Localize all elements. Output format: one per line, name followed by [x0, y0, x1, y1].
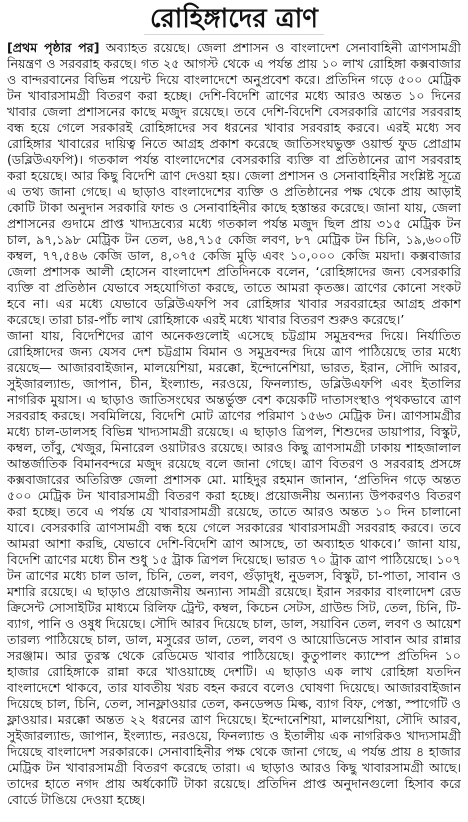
headline: রোহিঙ্গাদের ত্রাণ [144, 4, 324, 35]
paragraph-1 [7, 40, 461, 328]
continuation-lead: [প্রথম পৃষ্ঠার পর] [7, 40, 100, 55]
headline-wrap [0, 4, 468, 35]
paragraph-2: জানা যায়, বিদেশিদের ত্রাণ অনেকগুলোই এসেছে চট্টগ্রাম সমুদ্রবন্দর দিয়ে। নির্যাতিত রোহিঙ্গাদের জন্য যেসব দেশ চট্টগ্রাম বিমান ও সমুদ্রবন্দর দিয়ে ত্রাণ পাঠিয়েছে তার মধ্যে রয়েছে— আজারবাইজান, মালয়েশিয়া, মরক্কো, ইন্দোনেশিয়া, ভারত, ইরান, সৌদি আরব, সুইজারল্যান্ড, জাপান, চীন, ইংল্যান্ড, নরওয়ে, ফিনল্যান্ড, ডব্লিউএফপি এবং ইতালির নাগরিক মুয়াস। এ ছাড়াও জাতিসংঘের অন্তর্ভুক্ত বেশ কয়েকটি দাতাসংস্থাও পৃথকভাবে ত্রাণ সরবরাহ করছে। সবমিলিয়ে, বিদেশি মোট ত্রাণের পরিমাণ ১৫৬৩ মেট্রিক টন। ত্রাণসামগ্রীর মধ্যে চাল-ডালসহ বিভিন্ন খাদ্যসামগ্রী রয়েছে। এ ছাড়াও ত্রিপল, শিশুদের ডায়াপার, বিস্কুট, কম্বল, তাঁবু, খেজুর, মিনারেল ওয়াটারও রয়েছে। আরও কিছু ত্রাণসামগ্রী ঢাকায় শাহজালাল আন্তর্জাতিক বিমানবন্দরে মজুদ রয়েছে বলে জানা গেছে। ত্রাণ বিতরণ ও সরবরাহ প্রসঙ্গে কক্সবাজারের অতিরিক্ত জেলা প্রশাসক মো. মাহিদুর রহমান জানান, ‘প্রতিদিন গড়ে অন্তত ৫০০ মেট্রিক টন খাবারসামগ্রী বিতরণ করা হচ্ছে। প্রয়োজনীয় অন্যান্য উপকরণও বিতরণ করা হচ্ছে। তবে এ পর্যন্ত যে খাবারসামগ্রী রয়েছে, তাতে আরও অন্তত ১০ দিন চালানো যাবে। বেসরকারি ত্রাণসামগ্রী বন্ধ হয়ে গেলে সরকারের খাবারসামগ্রী সরবরাহ করবে। তবে আমরা আশা করছি, যেভাবে দেশি-বিদেশি ত্রাণ আসছে, তা অব্যাহত থাকবে।’ জানা যায়, বিদেশি ত্রাণের মধ্যে চীন শুধু ১৫ ট্রাক ত্রিপল দিয়েছে। ভারত ৭০ ট্রাক ত্রাণ পাঠিয়েছে। ১০৭ টন ত্রাণের মধ্যে চাল ডাল, চিনি, তেল, লবণ, গুঁড়াদুধ, নুডলস, বিস্কুট, চা-পাতা, সাবান ও মশারি রয়েছে। এ ছাড়াও প্রয়োজনীয় অন্যান্য সামগ্রী রয়েছে। ইরান সরকার বাংলাদেশ রেড ক্রিসেন্ট সোসাইটির মাধ্যমে রিলিফ ট্রেন্ট, কম্বল, কিচেন সেটস, গ্রাউন্ড সিট, তেল, চিনি, টি-ব্যাগ, পানি ও ওষুধ দিয়েছে। সৌদি আরব দিয়েছে চাল, ডাল, সয়াবিন তেল, লবণ ও আয়েশ তারল্য পাঠিয়েছে চাল, ডাল, মসুরের ডাল, তেল, লবণ ও আয়োডিনেড সাবান আর রান্নার সরঞ্জাম। আর তুরস্ক থেকে রেডিমেড খাবার পাঠিয়েছে। কুতুপালং ক্যাম্পে প্রতিদিন ১০ হাজার রোহিঙ্গাকে রান্না করে খাওয়াচ্ছে দেশটি। এ ছাড়াও এক লাখ রোহিঙ্গা যতদিন বাংলাদেশে থাকবে, তার যাবতীয় খরচ বহন করবে বলেও ঘোষণা দিয়েছে। আজারবাইজান দিয়েছে চাল, চিনি, তেল, সানফ্লাওয়ার তেল, কনডেন্সড মিল্ক, ব্যাগ বিফ, পেস্তা, স্পাগেটি ও ফ্লাওয়ার। মরক্কো অন্তত ২২ ধরনের ত্রাণ দিয়েছে। ইন্দোনেশিয়া, মালয়েশিয়া, সৌদি আরব, সুইজারল্যান্ড, জাপান, ইংল্যান্ড, নরওয়ে, ফিনল্যান্ড ও ইতালীয় এক নাগরিকও খাদ্যসামগ্রী দিয়েছে বাংলাদেশ সরকারকে। সেনাবাহিনীর পক্ষ থেকে জানা গেছে, এ পর্যন্ত প্রায় ৪ হাজার মেট্রিক টন খাবারসামগ্রী বিতরণ করেছে তারা। এ ছাড়াও আরও কিছু খাবারসামগ্রী আছে। তাদের হাতে নগদ প্রায় অর্ধকোটি টাকা রয়েছে। প্রতিদিন প্রাপ্ত অনুদানগুলো হিসাব করে বোর্ডে টাঙিয়ে দেওয়া হচ্ছে। [7, 328, 461, 807]
paragraph-1-text: অব্যাহত রয়েছে। জেলা প্রশাসন ও বাংলাদেশ সেনাবাহিনী ত্রাণসামগ্রী নিয়ন্ত্রণ ও সরবরাহ করছে। গত ২৫ আগস্ট থেকে এ পর্যন্ত প্রায় ১০ লাখ রোহিঙ্গা কক্সবাজার ও বান্দরবানের বিভিন্ন পয়েন্ট দিয়ে বাংলাদেশে অনুপ্রবেশ করে। প্রতিদিন গড়ে ৫০০ মেট্রিক টন খাবারসামগ্রী বিতরণ করা হচ্ছে। দেশি-বিদেশি ত্রাণের মধ্যে আরও অন্তত ১০ দিনের খাবার জেলা প্রশাসনের কাছে মজুদ রয়েছে। তবে দেশি-বিদেশি বেসরকারি ত্রাণের সরবরাহ বন্ধ হয়ে গেলে সরকারই রোহিঙ্গাদের সব ধরনের খাবার সরবরাহ করবে। এরই মধ্যে সব রোহিঙ্গার খাবারের দায়িত্ব নিতে আগ্রহ প্রকাশ করেছে জাতিসংঘভুক্ত ওয়ার্ল্ড ফুড প্রোগ্রাম (ডব্লিউএফপি)। গতকাল পর্যন্ত বাংলাদেশের বেসরকারি ব্যক্তি বা প্রতিষ্ঠানের ত্রাণ সরবরাহ করা হয়েছে। আর কিছু বিদেশি ত্রাণ দেওয়া হয়। জেলা প্রশাসন ও সেনাবাহিনীর সংশ্লিষ্ট সূত্রে এ তথ্য জানা গেছে। এ ছাড়াও বাংলাদেশের ব্যক্তি ও প্রতিষ্ঠানের পক্ষ থেকে প্রায় আড়াই কোটি টাকা অনুদান সরকারি ফান্ড ও সেনাবাহিনীর কাছে হস্তান্তর করেছে। জানা যায়, জেলা প্রশাসনের গুদামে প্রাপ্ত খাদ্যদ্রব্যের মধ্যে গতকাল পর্যন্ত মজুদ ছিল প্রায় ৩১৫ মেট্রিক টন চাল, ৯৭,১৯৮ মেট্রিক টন তেল, ৬৪,৭১৫ কেজি লবণ, ৮৭ মেট্রিক টন চিনি, ১৯,৬০০টি কম্বল, ৭৭,৫৪৬ কেজি ডাল, ৪,০৭৫ কেজি মুড়ি এবং ১০,০০০ কেজি ময়দা। কক্সবাজার জেলা প্রশাসক আলী হোসেন বাংলাদেশ প্রতিদিনকে বলেন, ‘রোহিঙ্গাদের জন্য বেসরকারি ব্যক্তি বা প্রতিষ্ঠান যেভাবে সহযোগিতা করছে, তাতে আমরা কৃতজ্ঞ। ত্রাণের কোনো সংকট হবে না। এর মধ্যে যেভাবে ডব্লিউএফপি সব রোহিঙ্গার খাবার সরবরাহের আগ্রহ প্রকাশ করেছে। তারা চার-পাঁচ লাখ রোহিঙ্গাকে এরই মধ্যে খাবার বিতরণ শুরুও করেছে।’ [7, 40, 461, 327]
article-body [7, 40, 461, 816]
